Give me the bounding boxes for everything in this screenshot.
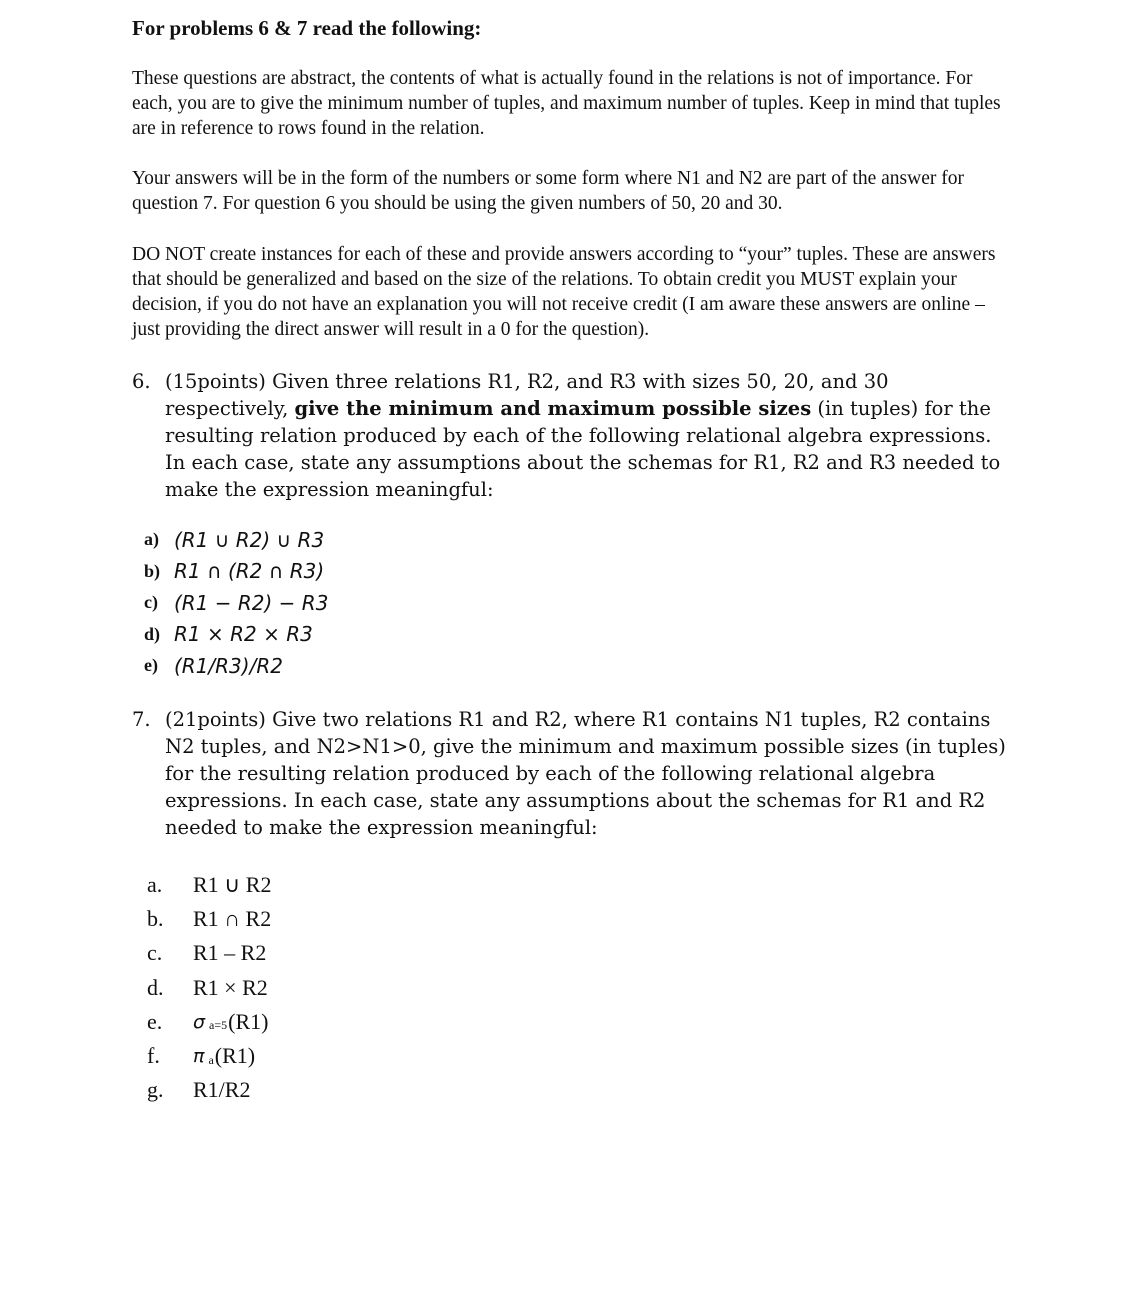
pi-symbol: π (193, 1045, 205, 1068)
question-7-expression-list (147, 868, 271, 1107)
intro-paragraph-2: Your answers will be in the form of the numbers or some form where N1 and N2 are part of the answer for question 7. For question 6 you should be using the given numbers of 50, 20 and 30. (132, 168, 964, 214)
question-7 (132, 706, 1012, 841)
list-item: d) R1 × R2 × R3 (144, 622, 313, 647)
list-item: g. R1/R2 (147, 1077, 251, 1103)
projection-attribute: a (208, 1052, 214, 1067)
list-item: b. R1 ∩ R2 (147, 906, 272, 932)
question-7-number: 7. (132, 708, 151, 731)
selection-condition: a=5 (209, 1018, 228, 1033)
list-item: e) (R1/R3)/R2 (144, 653, 283, 678)
question-7-text: (21points) Give two relations R1 and R2, where R1 contains N1 tuples, R2 contains N2 tuples, and N2>N1>0, give the minimum and maximum possible sizes (in tuples) for the resulting relation produced by each of the following relational algebra expressions. In each case, state any assumptions about the schemas for R1 and R2 needed to make the expression meaningful: (165, 708, 1006, 839)
list-item: b) R1 ∩ (R2 ∩ R3) (144, 559, 325, 584)
list-item: f. π a (R1) (147, 1043, 256, 1069)
list-item: a. R1 ∪ R2 (147, 872, 272, 898)
intro-paragraph-3: DO NOT create instances for each of these and provide answers according to “your” tuples. These are answers that should be generalized and based on the size of the relations. To obtain credit you MUST explain your decision, if you do not have an explanation you will not receive credit (I am aware these answers are online – just providing the direct answer will result in a 0 for the question). (132, 244, 996, 340)
list-item: c) (R1 − R2) − R3 (144, 590, 329, 615)
list-item: c. R1 – R2 (147, 940, 267, 966)
list-item: e. σ a=5 (R1) (147, 1008, 269, 1034)
question-6 (132, 368, 1012, 503)
question-6-text: (15points) Given three relations R1, R2, and R3 with sizes 50, 20, and 30 respectively, give the minimum and maximum possible sizes (in tuples) for the resulting relation produced by each of the following relational algebra expressions. In each case, state any assumptions about the schemas for R1, R2 and R3 needed to make the expression meaningful: (165, 370, 1001, 501)
section-heading: For problems 6 & 7 read the following: (132, 16, 482, 40)
list-item: a) (R1 ∪ R2) ∪ R3 (144, 527, 325, 552)
question-6-number: 6. (132, 370, 151, 393)
list-item: d. R1 × R2 (147, 974, 268, 1000)
sigma-symbol: σ (193, 1010, 206, 1033)
intro-paragraph-1: These questions are abstract, the contents of what is actually found in the relations is not of importance. For each, you are to give the minimum number of tuples, and maximum number of tuples. Keep in mind that tuples are in reference to rows found in the relation. (132, 68, 1001, 139)
question-6-emphasis: give the minimum and maximum possible sizes (294, 397, 812, 420)
question-6-expression-list (144, 524, 328, 682)
